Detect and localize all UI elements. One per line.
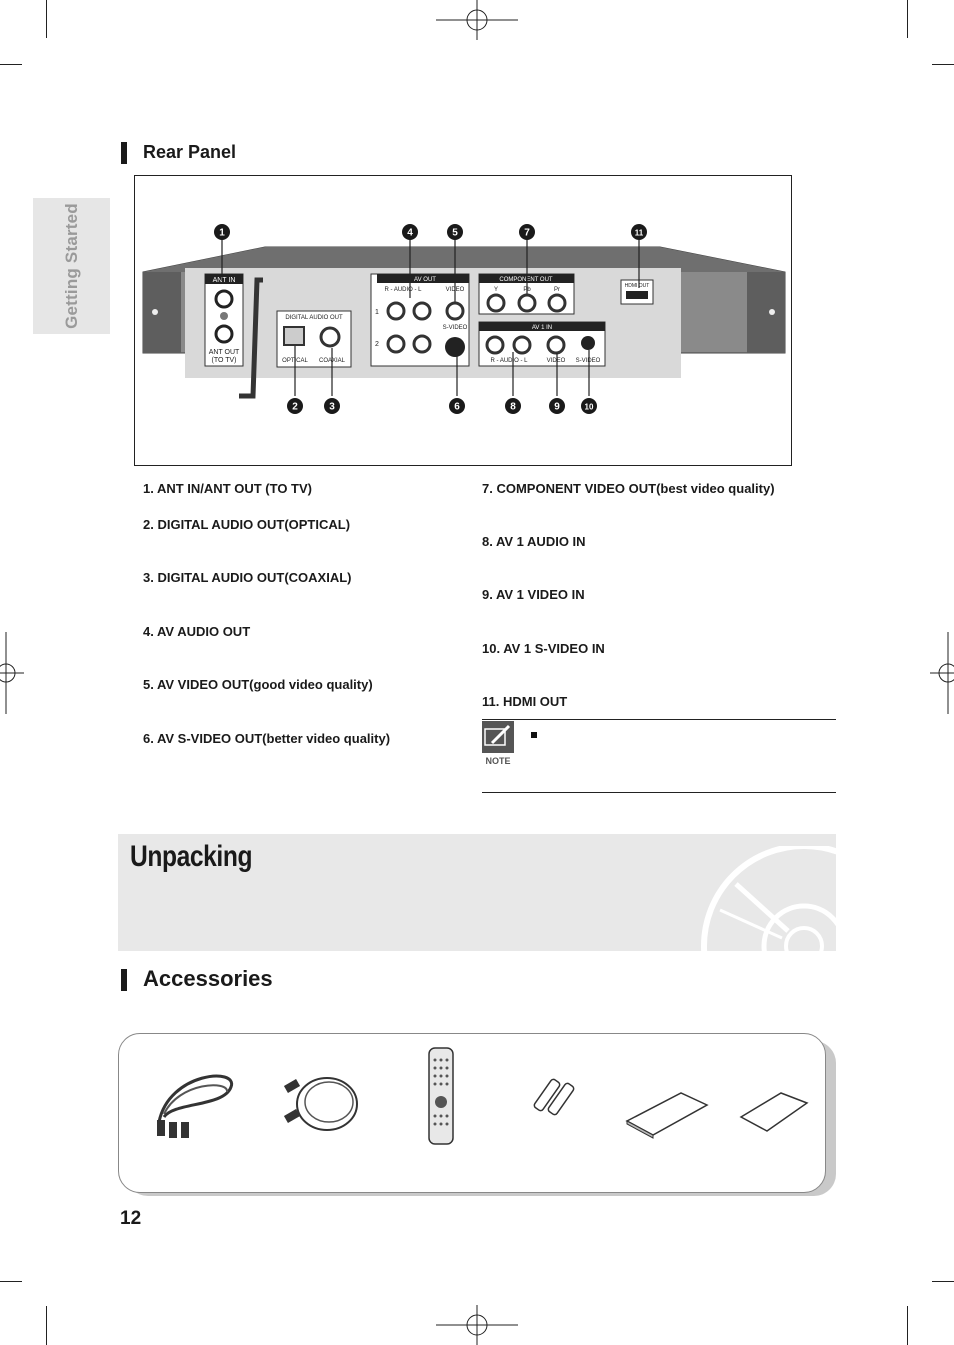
quick-guide-icon	[739, 1089, 809, 1139]
registration-mark-right	[930, 632, 954, 714]
label-av1-svideo: S-VIDEO	[575, 358, 601, 364]
label-row-1: 1	[375, 309, 379, 316]
label-row-2: 2	[375, 341, 379, 348]
label-pb: Pb	[523, 287, 531, 293]
sidebar-tab-getting-started	[33, 198, 110, 334]
sidebar-tab-label: Getting Started	[61, 203, 81, 329]
label-av-out: AV OUT	[414, 277, 436, 283]
callout-number-6: 6	[454, 401, 460, 413]
batteries-icon	[524, 1072, 584, 1122]
crop-mark	[932, 64, 954, 65]
ant-out-connector	[216, 326, 232, 342]
label-audio-lr: R - AUDIO - L	[384, 287, 422, 293]
list-item: 10. AV 1 S-VIDEO IN	[482, 641, 605, 656]
list-item: 5. AV VIDEO OUT(good video quality)	[143, 677, 373, 692]
av-cable-icon	[149, 1062, 244, 1142]
callout-number-7: 7	[524, 227, 530, 239]
note-bullet	[531, 732, 537, 738]
label-pr: Pr	[554, 287, 560, 293]
registration-mark-top	[436, 0, 518, 40]
ant-in-connector	[216, 291, 232, 307]
crop-mark	[907, 0, 908, 38]
label-coaxial: COAXIAL	[318, 358, 346, 364]
callout-number-8: 8	[510, 401, 516, 413]
list-item: 7. COMPONENT VIDEO OUT(best video quality)	[482, 481, 775, 496]
rear-panel-figure	[134, 175, 792, 466]
label-to-tv: (TO TV)	[211, 357, 237, 364]
remote-control-icon	[427, 1046, 457, 1146]
hdmi-connector	[626, 291, 648, 299]
rf-cable-icon	[279, 1064, 364, 1139]
crop-mark	[46, 0, 47, 38]
crop-mark	[0, 1281, 22, 1282]
label-av1-in: AV 1 IN	[531, 325, 553, 331]
user-manual-icon	[621, 1089, 711, 1139]
note-pencil-icon	[482, 721, 514, 753]
callout-number-4: 4	[407, 227, 413, 239]
page-title-unpacking: Unpacking	[130, 840, 253, 873]
callout-number-11: 11	[634, 228, 644, 238]
unpacking-header-band	[118, 834, 836, 951]
list-item: 4. AV AUDIO OUT	[143, 624, 251, 639]
registration-mark-bottom	[436, 1305, 518, 1345]
coaxial-connector	[321, 328, 339, 346]
list-item: 6. AV S-VIDEO OUT(better video quality)	[143, 731, 391, 746]
section-title-rear-panel: Rear Panel	[143, 142, 237, 162]
label-optical: OPTICAL	[282, 358, 308, 364]
label-component-out: COMPONENT OUT	[499, 277, 553, 283]
label-av1-audio: R - AUDIO - L	[490, 358, 528, 364]
list-item: 9. AV 1 VIDEO IN	[482, 587, 585, 602]
list-item: 8. AV 1 AUDIO IN	[482, 534, 586, 549]
disc-graphic-icon	[696, 846, 836, 951]
label-video: VIDEO	[445, 287, 465, 293]
label-hdmi-out: HDMI OUT	[624, 283, 650, 289]
callout-number-1: 1	[219, 227, 225, 239]
note-label: NOTE	[485, 756, 511, 766]
accessories-box	[118, 1033, 826, 1193]
label-y: Y	[493, 287, 499, 293]
note-bottom-rule	[482, 792, 836, 793]
callout-number-2: 2	[292, 401, 298, 413]
label-ant-in: ANT IN	[212, 277, 236, 284]
optical-connector	[284, 327, 304, 345]
callout-number-10: 10	[584, 402, 594, 412]
label-s-video: S-VIDEO	[442, 325, 468, 331]
note-top-rule	[482, 719, 836, 720]
section-bar	[121, 969, 127, 991]
list-item: 1. ANT IN/ANT OUT (TO TV)	[143, 481, 312, 496]
label-digital-audio-out: DIGITAL AUDIO OUT	[285, 315, 343, 321]
list-item: 2. DIGITAL AUDIO OUT(OPTICAL)	[143, 517, 351, 532]
section-title-accessories: Accessories	[143, 966, 273, 991]
rear-panel-diagram	[135, 176, 791, 465]
section-bar	[121, 142, 127, 164]
callout-number-5: 5	[452, 227, 458, 239]
label-ant-out: ANT OUT	[208, 349, 240, 356]
crop-mark	[46, 1306, 47, 1345]
list-item: 11. HDMI OUT	[482, 694, 568, 709]
page-number: 12	[120, 1208, 142, 1229]
crop-mark	[932, 1281, 954, 1282]
label-av1-video: VIDEO	[546, 358, 566, 364]
list-item: 3. DIGITAL AUDIO OUT(COAXIAL)	[143, 570, 352, 585]
registration-mark-left	[0, 632, 24, 714]
callout-number-3: 3	[329, 401, 335, 413]
crop-mark	[0, 64, 22, 65]
callout-number-9: 9	[554, 401, 560, 413]
crop-mark	[907, 1306, 908, 1345]
